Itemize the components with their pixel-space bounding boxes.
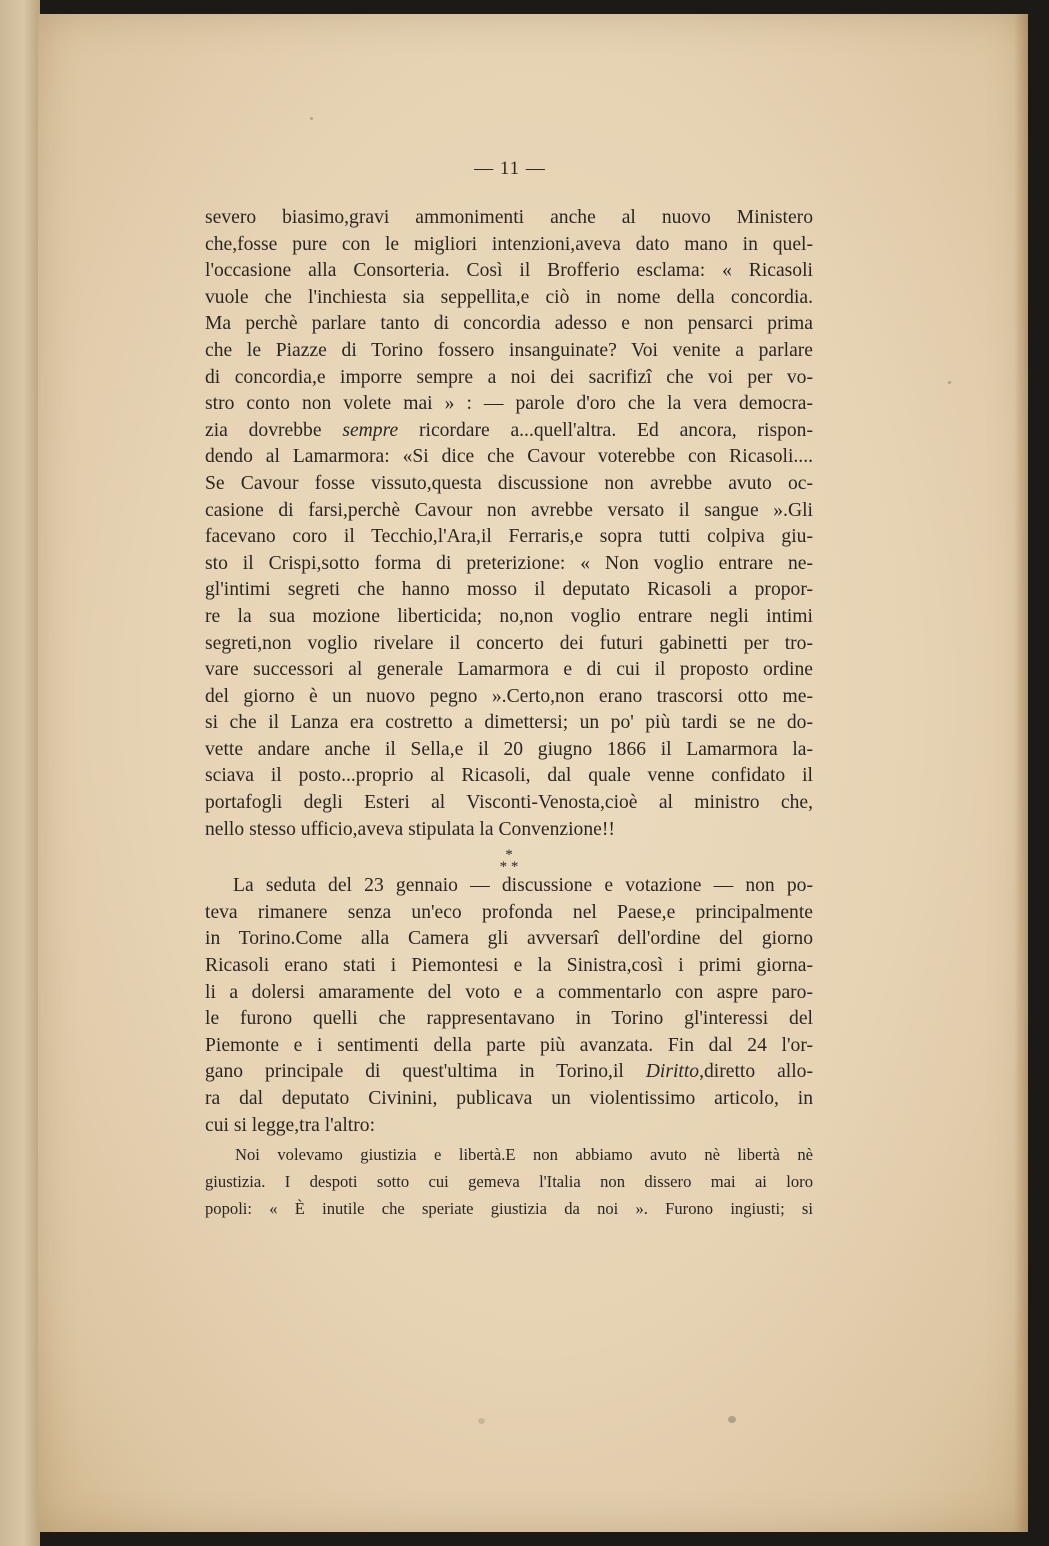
- text-line: ra dal deputato Civinini, publicava un violentissimo articolo, in: [205, 1088, 813, 1109]
- text-segment: zia dovrebbe: [205, 419, 343, 441]
- paper-speck: [728, 1416, 736, 1423]
- text-line: si che il Lanza era costretto a dimettersi; un po' più tardi se ne do-: [205, 712, 813, 734]
- paragraph-2: [205, 873, 813, 1139]
- text-segment: ricordare a...quell'altra. Ed ancora, rispon-: [398, 419, 813, 441]
- text-line: stro conto non volete mai » : — parole d'oro che la vera democra-: [205, 393, 813, 415]
- text-line: di concordia,e imporre sempre a noi dei sacrifizî che voi per vo-: [205, 366, 813, 388]
- text-line: popoli: « È inutile che speriate giustizia da noi ». Furono ingiusti; si: [205, 1199, 813, 1219]
- text-line: severo biasimo,gravi ammonimenti anche al nuovo Ministero: [205, 207, 813, 228]
- text-line: vare successori al generale Lamarmora e di cui il proposto ordine: [205, 659, 813, 681]
- text-line: Se Cavour fosse vissuto,questa discussione non avrebbe avuto oc-: [205, 472, 813, 494]
- text-line: Piemonte e i sentimenti della parte più avanzata. Fin dal 24 l'or-: [205, 1034, 813, 1056]
- text-line: casione di farsi,perchè Cavour non avrebbe versato il sangue ».Gli: [205, 499, 813, 521]
- text-line: Ma perchè parlare tanto di concordia adesso e non pensarci prima: [205, 313, 813, 335]
- paper-speck: [948, 381, 951, 384]
- text-segment: gano principale di quest'ultima in Torino,il: [205, 1061, 646, 1083]
- binding-edge: [0, 0, 40, 1546]
- paper-speck: [478, 1418, 485, 1424]
- asterism-separator: [205, 843, 813, 876]
- text-line: re la sua mozione liberticida; no,non voglio entrare negli intimi: [205, 605, 813, 627]
- text-line: vuole che l'inchiesta sia seppellita,e ciò in nome della concordia.: [205, 286, 813, 308]
- emphasized-word: sempre: [342, 419, 399, 441]
- asterism-bottom: * *: [499, 859, 519, 876]
- text-line: segreti,non voglio rivelare il concerto dei futuri gabinetti per tro-: [205, 632, 813, 654]
- text-line: vette andare anche il Sella,e il 20 giugno 1866 il Lamarmora la-: [205, 738, 813, 760]
- text-line: portafogli degli Esteri al Visconti-Venosta,cioè al ministro che,: [205, 792, 813, 814]
- text-line: gl'intimi segreti che hanno mosso il deputato Ricasoli a propor-: [205, 579, 813, 601]
- text-line: La seduta del 23 gennaio — discussione e votazione — non po-: [233, 875, 813, 897]
- text-line: sto il Crispi,sotto forma di preterizione: « Non voglio entrare ne-: [205, 552, 813, 574]
- text-line: [205, 1059, 813, 1086]
- text-line: del giorno è un nuovo pegno ».Certo,non erano trascorsi otto me-: [205, 685, 813, 707]
- text-line: facevano coro il Tecchio,l'Ara,il Ferraris,e sopra tutti colpiva giu-: [205, 526, 813, 548]
- page-body: [205, 205, 813, 1222]
- page-number: — 11 —: [474, 158, 546, 179]
- text-line: Ricasoli erano stati i Piemontesi e la Sinistra,così i primi giorna-: [205, 955, 813, 977]
- paragraph-1: [205, 205, 813, 843]
- text-line: che le Piazze di Torino fossero insanguinate? Voi venite a parlare: [205, 339, 813, 361]
- asterism-top: *: [505, 847, 513, 864]
- text-line: Noi volevamo giustizia e libertà.E non abbiamo avuto nè libertà nè: [235, 1145, 813, 1165]
- emphasized-word: Diritto: [645, 1061, 700, 1083]
- text-line: in Torino.Come alla Camera gli avversarî dell'ordine del giorno: [205, 928, 813, 950]
- text-line: le furono quelli che rappresentavano in Torino gl'interessi del: [205, 1008, 813, 1030]
- text-line: teva rimanere senza un'eco profonda nel Paese,e principalmente: [205, 901, 813, 923]
- text-line: li a dolersi amaramente del voto e a commentarlo con aspre paro-: [205, 981, 813, 1003]
- text-line: l'occasione alla Consorteria. Così il Brofferio esclama: « Ricasoli: [205, 260, 813, 282]
- text-segment: ,diretto allo-: [699, 1061, 813, 1083]
- block-quote: [205, 1141, 813, 1222]
- text-line: cui si legge,tra l'altro:: [205, 1114, 376, 1136]
- paper-speck: [310, 117, 313, 120]
- text-line: che,fosse pure con le migliori intenzioni,aveva dato mano in quel-: [205, 233, 813, 255]
- text-line: sciava il posto...proprio al Ricasoli, dal quale venne confidato il: [205, 765, 813, 787]
- text-line: dendo al Lamarmora: «Si dice che Cavour voterebbe con Ricasoli....: [205, 446, 813, 468]
- text-line: nello stesso ufficio,aveva stipulata la Convenzione!!: [205, 818, 615, 840]
- text-line: giustizia. I despoti sotto cui gemeva l'Italia non dissero mai ai loro: [205, 1172, 813, 1192]
- text-line: [205, 418, 813, 445]
